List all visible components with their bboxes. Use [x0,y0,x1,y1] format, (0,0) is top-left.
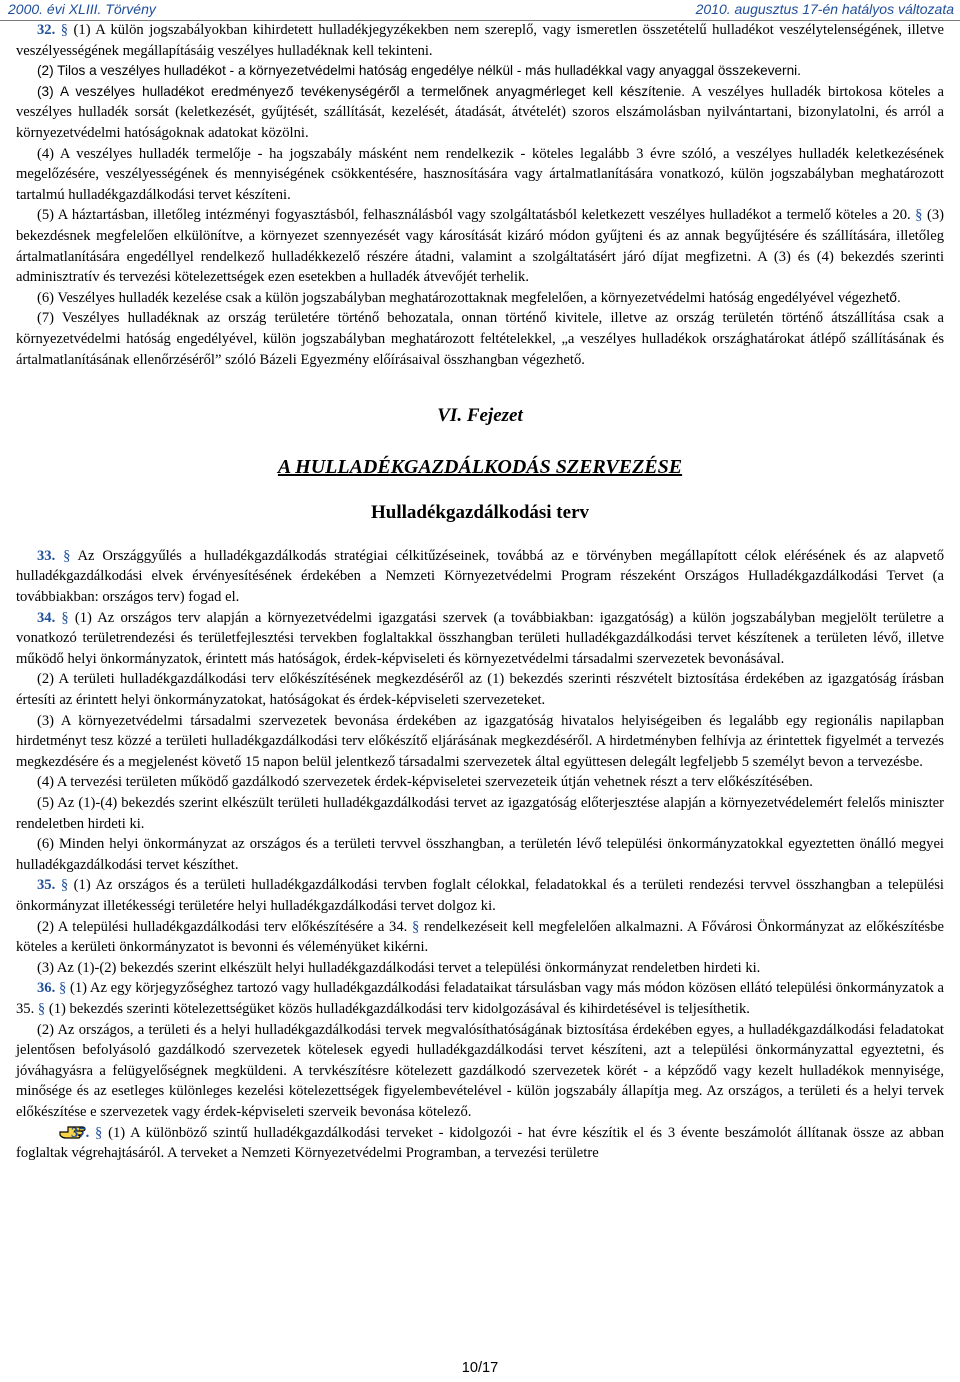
section-mark[interactable]: § [60,877,69,894]
section-reference-mark[interactable]: § [915,207,923,224]
section-number[interactable]: 33. [37,547,56,564]
paragraph: (2) A települési hulladékgazdálkodási terv előkészítésére a 34. § rendelkezéseit kell megfelelően alkalmazni. A Fővárosi Önkormányzat az előkészítésbe köteles a kerületi önkormányzatot is bevonni és véleményüket kikérni. [16,918,944,956]
paragraph: (3) A környezetvédelmi társadalmi szervezetek bevonása érdekében az igazgatóság hivatalos helyiségeiben és legalább egy regionális napilapban hirdetményt tesz közzé a területi hulladékgazdálkodási terv előkészítő eljárásának megkezdéséről. A hirdetményben felhívja az érintettek figyelmét a tervezés megkezdésére és a megjelenést követő 15 napon belül jelentkező társadalmi szervezetek által együttesen delegált legfeljebb 5 személyt bevon a tervezésbe. [16,712,944,770]
paragraph: (4) A tervezési területen működő gazdálkodó szervezetek érdek-képviseletei szervezeteik útján vehetnek részt a terv előkészítésében. [37,774,813,791]
section-mark[interactable]: § [58,980,67,997]
paragraph: 35. § (1) Az országos és a területi hulladékgazdálkodási tervben foglalt célokkal, feladatokkal és a területi rendezési tervvel összhangban a települési önkormányzat illetékességi területére helyi hulladékgazdálkodási tervet dolgoz ki. [16,877,944,914]
paragraph: (7) Veszélyes hulladéknak az ország területére történő behozatala, onnan történő kivitele, illetve az ország területén történő átszállítása csak a környezetvédelmi hatóság engedélyével, külön jogszabályban meghatározott feltételekkel, „a veszélyes hulladékok országhatárokat átlépő szállításának és ártalmatlanításának ellenőrzéséről” szóló Bázeli Egyezmény előírásaival összhangban végezhető. [16,310,944,368]
section-number[interactable]: 35. [37,877,56,894]
paragraph: (2) Az országos, a területi és a helyi hulladékgazdálkodási tervek megvalósíthatóságának biztosítása érdekében egyes, a hulladékgazdálkodási feladatokat jelentősen befolyásoló gazdálkodó szervezetek kötelesek egyedi hulladékgazdálkodási tervet készíteni, azt a települési önkormányzattal egyeztetni, és jóváhagyásra a felügyelőségnek megküldeni. A tervkészítésre kötelezett gazdálkodó szervezetek körét - a képződő vagy kezelt hulladékok mennyisége, minősége és az esetleges különleges kezelési kötelezettségek figyelembevételével - külön jogszabály állapítja meg. Az országos, a területi és a helyi tervek előkészítése e szervezetek vagy érdek-képviseleti szerveik bevonása kötelező. [16,1021,944,1120]
paragraph: (6) Minden helyi önkormányzat az országos és a területi tervvel összhangban, a területén lévő települési önkormányzatokkal egyeztetten önálló megyei hulladékgazdálkodási tervet készíthet. [16,836,944,873]
paragraph: (2) A területi hulladékgazdálkodási terv előkészítésének megkezdéséről az (1) bekezdés szerinti részvételt biztosítása érdekében az igazgatóság írásban értesíti az érintett helyi önkormányzatokat, hatóságokat és érdek-képviseleti szervezeteket. [16,671,944,709]
paragraph: 34. § (1) Az országos terv alapján a környezetvédelmi igazgatási szervek (a továbbiakban: igazgatóság) a külön jogszabályban megjelölt területre a vonatkozó területrendezési és területfejlesztési tervekben foglaltakkal összhangban területi hulladékgazdálkodási tervet készítenek a területen lévő, illetve működő helyi önkormányzatok, érintett más hatóságok, érdek-képviseleti és környezetvédelmi társadalmi szervezetek bevonásával. [16,609,944,667]
document-body [16,20,944,1164]
section-number[interactable]: 34. [37,609,56,626]
paragraph: (5) Az (1)-(4) bekezdés szerint elkészült területi hulladékgazdálkodási tervet az igazgatóság előterjesztése alapján a környezetvédelemért felelős miniszter rendeletben hirdeti ki. [16,795,944,832]
section-mark[interactable]: § [61,609,69,626]
section-subheading: Hulladékgazdálkodási terv [371,502,589,524]
paragraph: (6) Veszélyes hulladék kezelése csak a külön jogszabályban meghatározottaknak megfelelően, a környezetvédelmi hatóság engedélyével végezhető. [37,289,901,306]
paragraph-text: (1) A külön jogszabályokban kihirdetett hulladékjegyzékekben nem szereplő, vagy ismeretlen összetételű hulladékot veszélytelenségének, illetve veszélyességének megállapításáig veszélyes hulladéknak kell tekinteni. [16,22,945,59]
pointing-hand-icon[interactable] [37,1123,65,1139]
section-mark[interactable]: § [95,1124,103,1141]
section-mark[interactable]: § [60,22,69,38]
paragraph: 37. § (1) A különböző szintű hulladékgazdálkodási terveket - kidolgozói - hat évre készítik el és 3 évente beszámolót állítanak össze az abban foglaltak végrehajtásáról. A terveket a Nemzeti Környezetvédelmi Programban, a tervezési területre [16,1124,944,1162]
page-header [0,0,960,21]
section-reference-mark[interactable]: § [411,918,420,935]
page-number: 10/17 [461,1360,499,1376]
paragraph: (2) Tilos a veszélyes hulladékot - a környezetvédelmi hatóság engedélye nélkül - más hulladékkal vagy anyaggal összekeverni. [37,63,801,79]
section-number[interactable]: 36. [37,980,56,997]
paragraph: (5) A háztartásban, illetőleg intézményi fogyasztásból, felhasználásból vagy szolgáltatásból keletkezett veszélyes hulladékot a termelő köteles a 20. § (3) bekezdésnek megfelelően elkülönítve, a környezet szennyezését vagy károsítását kizáró módon gyűjteni és az annak begyűjtésére és szállítására, illetőleg ártalmatlanítására engedéllyel rendelkező hulladékkezelő részére átadni, valamint a szolgáltatásért járó díjat megfizetni. A (3) és (4) bekezdés szerinti adminisztratív és tervezési kötelezettségek ezen esetekben a hulladék átvevőjét terhelik. [16,207,944,286]
section-mark[interactable]: § [63,547,71,564]
section-number[interactable]: 32. [37,22,56,38]
paragraph: (3) Az (1)-(2) bekezdés szerint elkészült helyi hulladékgazdálkodási tervet a települési önkormányzat rendeletben hirdeti ki. [37,959,761,976]
version-date: 2010. augusztus 17-én hatályos változata [695,1,954,17]
section-reference-mark[interactable]: § [37,1000,46,1017]
chapter-title: A HULLADÉKGAZDÁLKODÁS SZERVEZÉSE [277,455,683,478]
paragraph: 36. § (1) Az egy körjegyzőséghez tartozó vagy hulladékgazdálkodási feladataikat társulásban vagy más módon közösen ellátó települési önkormányzatok a 35. § (1) bekezdés szerinti kötelezettségüket közös hulladékgazdálkodási terv kidolgozásával és kihirdetésével is teljesíthetik. [16,980,944,1017]
law-title: 2000. évi XLIII. Törvény [8,1,156,17]
paragraph [16,20,944,61]
paragraph: 33. § Az Országgyűlés a hulladékgazdálkodás stratégiai célkitűzéseinek, továbbá az e törvényben megállapított célok elérésének és az alapvető hulladékgazdálkodási elvek érvényesítésének érdekében a Nemzeti Környezetvédelmi Program részeként Országos Hulladékgazdálkodási Tervet (a továbbiakban: országos terv) fogad el. [16,547,944,606]
paragraph: (4) A veszélyes hulladék termelője - ha jogszabály másként nem rendelkezik - köteles legalább 3 évre szóló, a veszélyes hulladék keletkezésének megelőzésére, veszélyességének és mennyiségének csökkentésére, hasznosítására vagy ártalmatlanítására vonatkozó, külön jogszabályban meghatározott tartalmú hulladékgazdálkodási tervet készíteni. [16,145,944,203]
paragraph: (3) A veszélyes hulladékot eredményező tevékenységéről a termelőnek anyagmérleget kell készítenie. A veszélyes hulladék birtokosa köteles a veszélyes hulladék sorsát (keletkezését, gyűjtését, szállítását, kezelését, átadását, átvételét) szoros elszámolásban nyilvántartani, bizonylatolni, és arról a környezetvédelmi hatóságoknak adatokat közölni. [16,83,944,141]
section-number[interactable]: 37. [71,1124,90,1141]
chapter-number: VI. Fejezet [437,405,523,427]
